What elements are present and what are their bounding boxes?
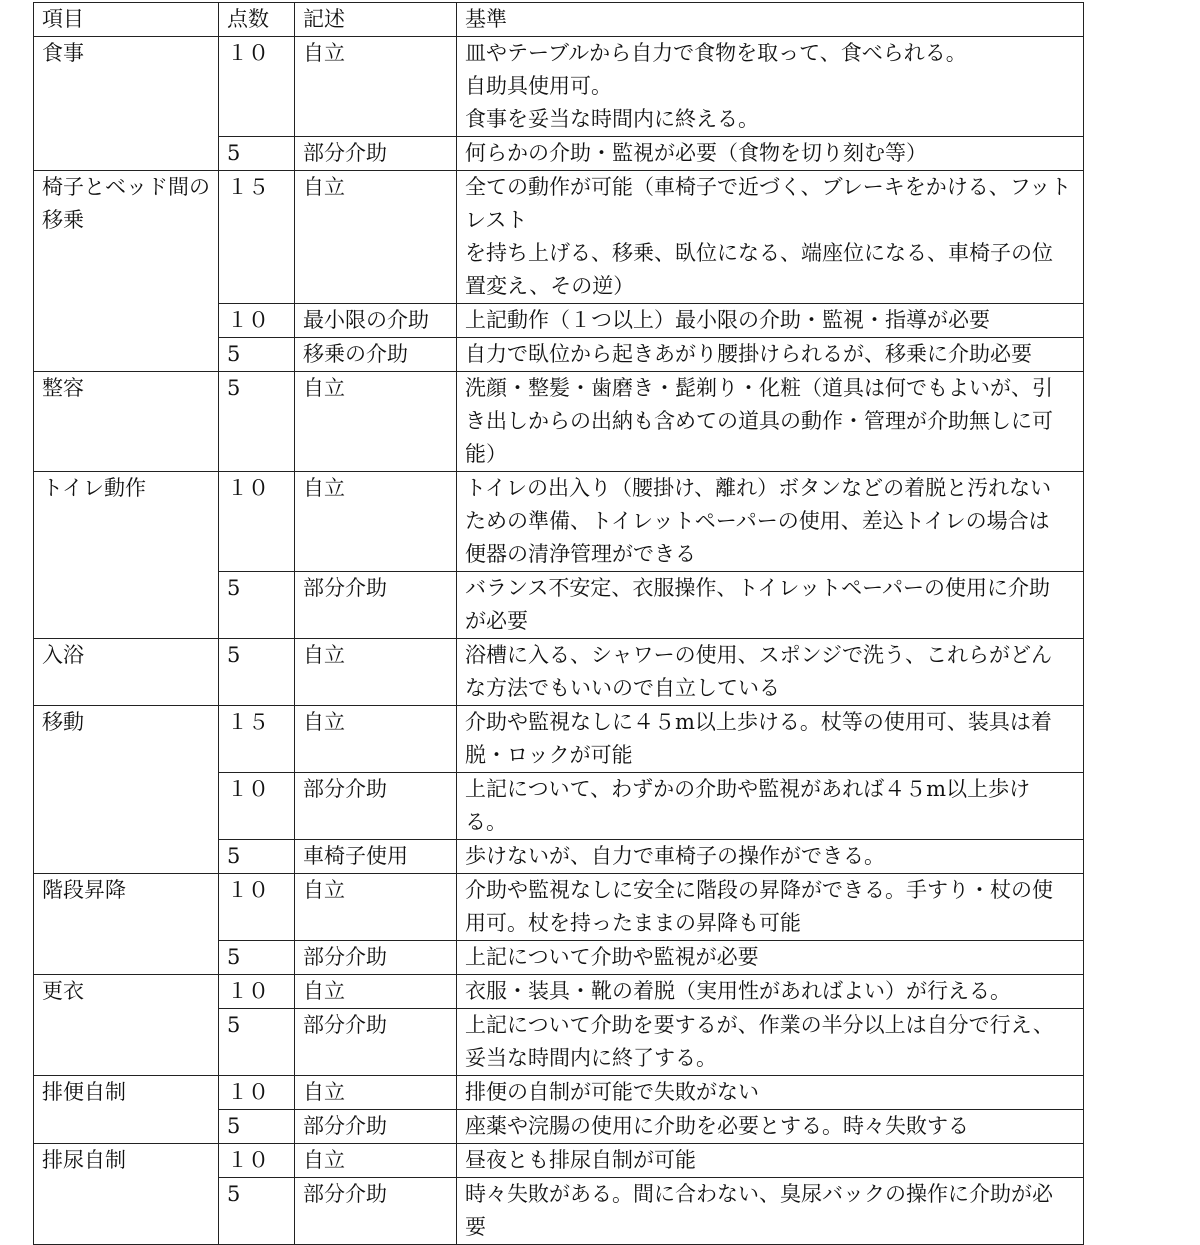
criteria-line: 全ての動作が可能（車椅子で近づく、ブレーキをかける、フットレスト [465, 175, 1072, 232]
criteria-cell [457, 639, 1084, 706]
score-cell: 5 [219, 1009, 295, 1076]
score-cell: 5 [219, 1178, 295, 1245]
table-row [34, 1076, 1084, 1110]
item-name-cell: 排便自制 [34, 1076, 219, 1144]
criteria-line: 上記について介助を要するが、作業の半分以上は自分で行え、 [465, 1013, 1054, 1037]
description-cell: 自立 [295, 1076, 457, 1110]
criteria-cell [457, 304, 1084, 338]
description-cell: 自立 [295, 171, 457, 304]
criteria-line: 上記動作（１つ以上）最小限の介助・監視・指導が必要 [465, 308, 990, 332]
criteria-cell [457, 1178, 1084, 1245]
description-cell: 自立 [295, 37, 457, 137]
score-cell: 5 [219, 372, 295, 472]
criteria-line: 自助具使用可。 [465, 74, 612, 98]
description-cell: 自立 [295, 975, 457, 1009]
criteria-line: 皿やテーブルから自力で食物を取って、食べられる。 [465, 41, 967, 65]
description-cell: 自立 [295, 639, 457, 706]
criteria-line: 昼夜とも排尿自制が可能 [465, 1148, 696, 1172]
criteria-line: ための準備、トイレットペーパーの使用、差込トイレの場合は [465, 509, 1050, 533]
score-cell: 5 [219, 639, 295, 706]
criteria-cell [457, 171, 1084, 304]
criteria-line: 自力で臥位から起きあがり腰掛けられるが、移乗に介助必要 [465, 342, 1032, 366]
item-name-cell: 椅子とベッド間の移乗 [34, 171, 219, 372]
criteria-line: 便器の清浄管理ができる [465, 542, 696, 566]
criteria-cell [457, 37, 1084, 137]
criteria-line: 時々失敗がある。間に合わない、臭尿バックの操作に介助が必 [465, 1182, 1053, 1206]
criteria-cell [457, 1076, 1084, 1110]
score-cell: １０ [219, 37, 295, 137]
description-cell: 自立 [295, 372, 457, 472]
score-cell: １０ [219, 1144, 295, 1178]
barthel-index-table [33, 2, 1084, 1245]
description-cell: 部分介助 [295, 1009, 457, 1076]
criteria-cell [457, 1009, 1084, 1076]
item-name-cell: 排尿自制 [34, 1144, 219, 1245]
criteria-cell [457, 338, 1084, 372]
table-row [34, 372, 1084, 472]
score-cell: １５ [219, 706, 295, 773]
table-row [34, 472, 1084, 572]
item-name-cell: 階段昇降 [34, 874, 219, 975]
table-row [34, 706, 1084, 773]
criteria-cell [457, 941, 1084, 975]
description-cell: 車椅子使用 [295, 840, 457, 874]
criteria-line: 浴槽に入る、シャワーの使用、スポンジで洗う、これらがどん [465, 643, 1053, 667]
description-cell: 部分介助 [295, 1178, 457, 1245]
description-cell: 部分介助 [295, 941, 457, 975]
criteria-cell [457, 773, 1084, 840]
description-cell: 最小限の介助 [295, 304, 457, 338]
item-name-cell: 食事 [34, 37, 219, 171]
criteria-cell [457, 472, 1084, 572]
header-score: 点数 [219, 3, 295, 37]
criteria-cell [457, 137, 1084, 171]
score-cell: 5 [219, 1110, 295, 1144]
score-cell: １５ [219, 171, 295, 304]
criteria-line: 何らかの介助・監視が必要（食物を切り刻む等） [465, 141, 927, 165]
header-description: 記述 [295, 3, 457, 37]
criteria-line: 排便の自制が可能で失敗がない [465, 1080, 759, 1104]
criteria-cell [457, 874, 1084, 941]
item-name-cell: トイレ動作 [34, 472, 219, 639]
table-body [34, 37, 1084, 1245]
table-row [34, 171, 1084, 304]
criteria-line: バランス不安定、衣服操作、トイレットペーパーの使用に介助 [465, 576, 1051, 600]
table-row [34, 975, 1084, 1009]
criteria-line: 妥当な時間内に終了する。 [465, 1046, 717, 1070]
score-cell: １０ [219, 773, 295, 840]
criteria-line: 上記について、わずかの介助や監視があれば４５m以上歩け [465, 777, 1031, 801]
criteria-cell [457, 1144, 1084, 1178]
header-item: 項目 [34, 3, 219, 37]
item-name-cell: 入浴 [34, 639, 219, 706]
table-row [34, 874, 1084, 941]
criteria-line: 置変え、その逆） [465, 274, 635, 298]
table-row [34, 639, 1084, 706]
description-cell: 自立 [295, 706, 457, 773]
score-cell: １０ [219, 1076, 295, 1110]
criteria-line: トイレの出入り（腰掛け、離れ）ボタンなどの着脱と汚れない [465, 476, 1052, 500]
criteria-line: 座薬や浣腸の使用に介助を必要とする。時々失敗する [465, 1114, 969, 1138]
criteria-line: き出しからの出納も含めての道具の動作・管理が介助無しに可 [465, 409, 1053, 433]
table-row [34, 1144, 1084, 1178]
description-cell: 自立 [295, 874, 457, 941]
criteria-line: 洗顔・整髪・歯磨き・髭剃り・化粧（道具は何でもよいが、引 [465, 376, 1053, 400]
table-header [34, 3, 1084, 37]
item-name-cell: 移動 [34, 706, 219, 874]
criteria-line: が必要 [465, 609, 528, 633]
document-page [33, 2, 1083, 1245]
criteria-cell [457, 372, 1084, 472]
score-cell: １０ [219, 975, 295, 1009]
score-cell: 5 [219, 338, 295, 372]
score-cell: １０ [219, 874, 295, 941]
criteria-cell [457, 572, 1084, 639]
description-cell: 部分介助 [295, 1110, 457, 1144]
score-cell: 5 [219, 941, 295, 975]
header-row [34, 3, 1084, 37]
criteria-line: 食事を妥当な時間内に終える。 [465, 107, 759, 131]
score-cell: 5 [219, 137, 295, 171]
criteria-line: 能） [465, 442, 507, 466]
table-row [34, 37, 1084, 137]
criteria-line: 用可。杖を持ったままの昇降も可能 [465, 911, 801, 935]
item-name-cell: 更衣 [34, 975, 219, 1076]
description-cell: 移乗の介助 [295, 338, 457, 372]
score-cell: １０ [219, 304, 295, 338]
criteria-line: 衣服・装具・靴の着脱（実用性があればよい）が行える。 [465, 979, 1011, 1003]
criteria-line: 介助や監視なしに４５m以上歩ける。杖等の使用可、装具は着 [465, 710, 1052, 734]
header-criteria: 基準 [457, 3, 1084, 37]
criteria-line: 要 [465, 1215, 486, 1239]
criteria-line: 介助や監視なしに安全に階段の昇降ができる。手すり・杖の使 [465, 878, 1053, 902]
criteria-cell [457, 1110, 1084, 1144]
item-name-cell: 整容 [34, 372, 219, 472]
description-cell: 部分介助 [295, 572, 457, 639]
criteria-cell [457, 706, 1084, 773]
description-cell: 部分介助 [295, 137, 457, 171]
criteria-line: な方法でもいいので自立している [465, 676, 780, 700]
criteria-cell [457, 840, 1084, 874]
score-cell: １０ [219, 472, 295, 572]
description-cell: 部分介助 [295, 773, 457, 840]
criteria-cell [457, 975, 1084, 1009]
score-cell: 5 [219, 572, 295, 639]
criteria-line: を持ち上げる、移乗、臥位になる、端座位になる、車椅子の位 [465, 241, 1053, 265]
criteria-line: る。 [465, 810, 507, 834]
criteria-line: 上記について介助や監視が必要 [465, 945, 759, 969]
score-cell: 5 [219, 840, 295, 874]
description-cell: 自立 [295, 1144, 457, 1178]
description-cell: 自立 [295, 472, 457, 572]
criteria-line: 脱・ロックが可能 [465, 743, 633, 767]
criteria-line: 歩けないが、自力で車椅子の操作ができる。 [465, 844, 885, 868]
